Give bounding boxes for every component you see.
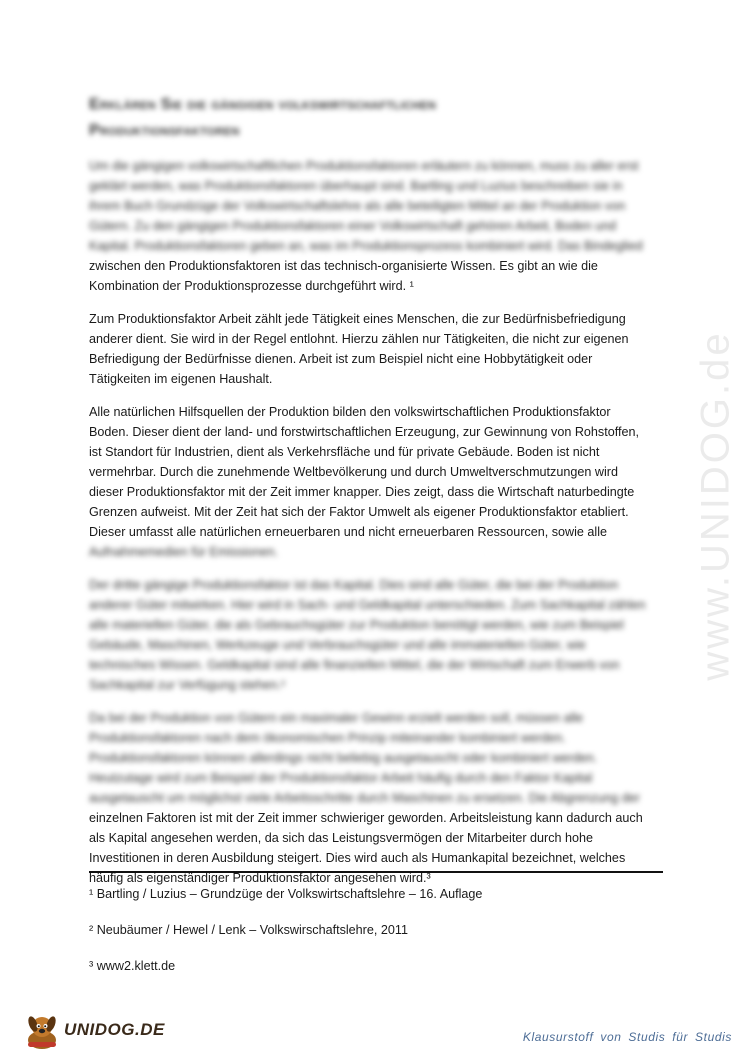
text-line: Produktionsfaktoren nach dem ökonomischen Prinzip miteinander kombiniert werden. [89, 731, 566, 745]
text-line: Sachkapital zur Verfügung stehen.² [89, 678, 286, 692]
blurred-text-block [89, 708, 664, 808]
text-line: Aufnahmemedien für Emissionen. [89, 545, 279, 559]
text-line: Produktionsfaktoren können allerdings nicht beliebig ausgetauscht oder kombiniert werden. [89, 751, 598, 765]
text-line: Der dritte gängige Produktionsfaktor ist das Kapital. Dies sind alle Güter, die bei der Produktion [89, 578, 619, 592]
unidog-logo[interactable] [22, 1012, 182, 1052]
text-line: ihrem Buch Grundzüge der Volkswirtschaftslehre als alle beteiligten Mittel an der Produktion von [89, 199, 626, 213]
text-line: Um die gängigen volkswirtschaftlichen Produktionsfaktoren erläutern zu können, muss zu aller erst [89, 159, 639, 173]
watermark [693, 270, 738, 740]
text-line: anderer Güter mitwirken. Hier wird in Sach- und Geldkapital unterschieden. Zum Sachkapital zählen [89, 598, 646, 612]
blurred-text-block [89, 156, 664, 256]
paragraph-boden [89, 402, 664, 562]
text-line: Befriedigung der Bedürfnisse dienen. Arbeit ist zum Beispiel nicht eine Hobbytätigkeit oder [89, 352, 593, 366]
text-line: Gütern. Zu den gängigen Produktionsfaktoren einer Volkswirtschaft gehören Arbeit, Boden und [89, 219, 617, 233]
text-line: Kapital. Produktionsfaktoren geben an, was im Produktionsprozess kombiniert wird. Das Bindeglied [89, 239, 643, 253]
text-line: als Kapital angesehen werden, da sich das Leistungsvermögen der Mitarbeiter durch hohe [89, 831, 594, 845]
text-line: ausgetauscht um möglichst viele Arbeitsschritte durch Maschinen zu ersetzen. Die Abgrenzung der [89, 791, 640, 805]
title-line: Produktionsfaktoren [89, 122, 240, 139]
text-line: Tätigkeiten im eigenen Haushalt. [89, 372, 273, 386]
text-line: Gebäude, Maschinen, Werkzeuge und Verbrauchsgüter und alle immateriellen Güter, wie [89, 638, 586, 652]
paragraph-kombination [89, 708, 664, 888]
text-line: geklärt werden, was Produktionsfaktoren überhaupt sind. Bartling und Luzius beschreiben sie in [89, 179, 623, 193]
text-line: anderer dient. Sie wird in der Regel entlohnt. Hierzu zählen nur Tätigkeiten, die nicht zur eigenen [89, 332, 629, 346]
footnote-separator [89, 871, 663, 873]
text-line: Heutzutage wird zum Beispiel der Produktionsfaktor Arbeit häufig durch den Faktor Kapital [89, 771, 593, 785]
text-line: Dieser umfasst alle natürlichen erneuerbaren und nicht erneuerbaren Ressourcen, sowie alle [89, 525, 608, 539]
text-line: ist Standort für Industrien, dient als Verkehrsfläche und für private Gebäude. Boden ist nicht [89, 445, 600, 459]
title-line: Erklären Sie die gängigen volkswirtschaftlichen [89, 96, 437, 113]
text-line: Kombination der Produktionsprozesse durchgeführt wird. ¹ [89, 279, 414, 293]
text-line: technisches Wissen. Geldkapital sind alle finanziellen Mittel, die der Wirtschaft zum Erwerb von [89, 658, 620, 672]
text-line: Da bei der Produktion von Gütern ein maximaler Gewinn erzielt werden soll, müssen alle [89, 711, 584, 725]
text-line: dieser Produktionsfaktor mit der Zeit immer knapper. Dies zeigt, dass die Wirtschaft naturbedingte [89, 485, 635, 499]
paragraph-kapital [89, 575, 664, 695]
footnotes [89, 884, 664, 992]
document-title [89, 92, 664, 144]
text-line: Boden. Dieser dient der land- und forstwirtschaftlichen Erzeugung, zur Gewinnung von Rohstoffen, [89, 425, 640, 439]
text-line: Grenzen aufweist. Mit der Zeit hat sich der Faktor Umwelt als eigener Produktionsfaktor etabliert. [89, 505, 629, 519]
paragraph-arbeit [89, 309, 664, 389]
watermark-text: www.UNIDOG.de [693, 329, 738, 681]
text-line: Alle natürlichen Hilfsquellen der Produktion bilden den volkswirtschaftlichen Produktionsfaktor [89, 405, 611, 419]
footer-slogan: Klausurstoff von Studis für Studis [522, 1030, 732, 1044]
text-line: alle materiellen Güter, die als Gebrauchsgüter zur Produktion benötigt werden, wie zum Beispiel [89, 618, 624, 632]
text-line: einzelnen Faktoren ist mit der Zeit immer schwieriger geworden. Arbeitsleistung kann dadurch auch [89, 811, 643, 825]
blurred-text-block [89, 542, 664, 562]
dog-icon [22, 1012, 62, 1052]
document-body [89, 92, 664, 901]
text-line: vermehrbar. Durch die zunehmende Weltbevölkerung und durch Umweltverschmutzungen wird [89, 465, 618, 479]
footnote-1: ¹ Bartling / Luzius – Grundzüge der Volkswirtschaftslehre – 16. Auflage [89, 887, 483, 901]
text-line: häufig als eigenständiger Produktionsfaktor angesehen wird.³ [89, 871, 431, 885]
logo-text: UNIDOG.DE [64, 1020, 165, 1039]
text-line: Zum Produktionsfaktor Arbeit zählt jede Tätigkeit eines Menschen, die zur Bedürfnisbefriedigung [89, 312, 626, 326]
footnote-2: ² Neubäumer / Hewel / Lenk – Volkswirschaftslehre, 2011 [89, 923, 408, 937]
paragraph-intro [89, 156, 664, 296]
text-line: zwischen den Produktionsfaktoren ist das technisch-organisierte Wissen. Es gibt an wie die [89, 259, 598, 273]
footnote-3: ³ www2.klett.de [89, 959, 176, 973]
text-line: Investitionen in deren Ausbildung steigert. Dies wird auch als Humankapital bezeichnet, welches [89, 851, 626, 865]
